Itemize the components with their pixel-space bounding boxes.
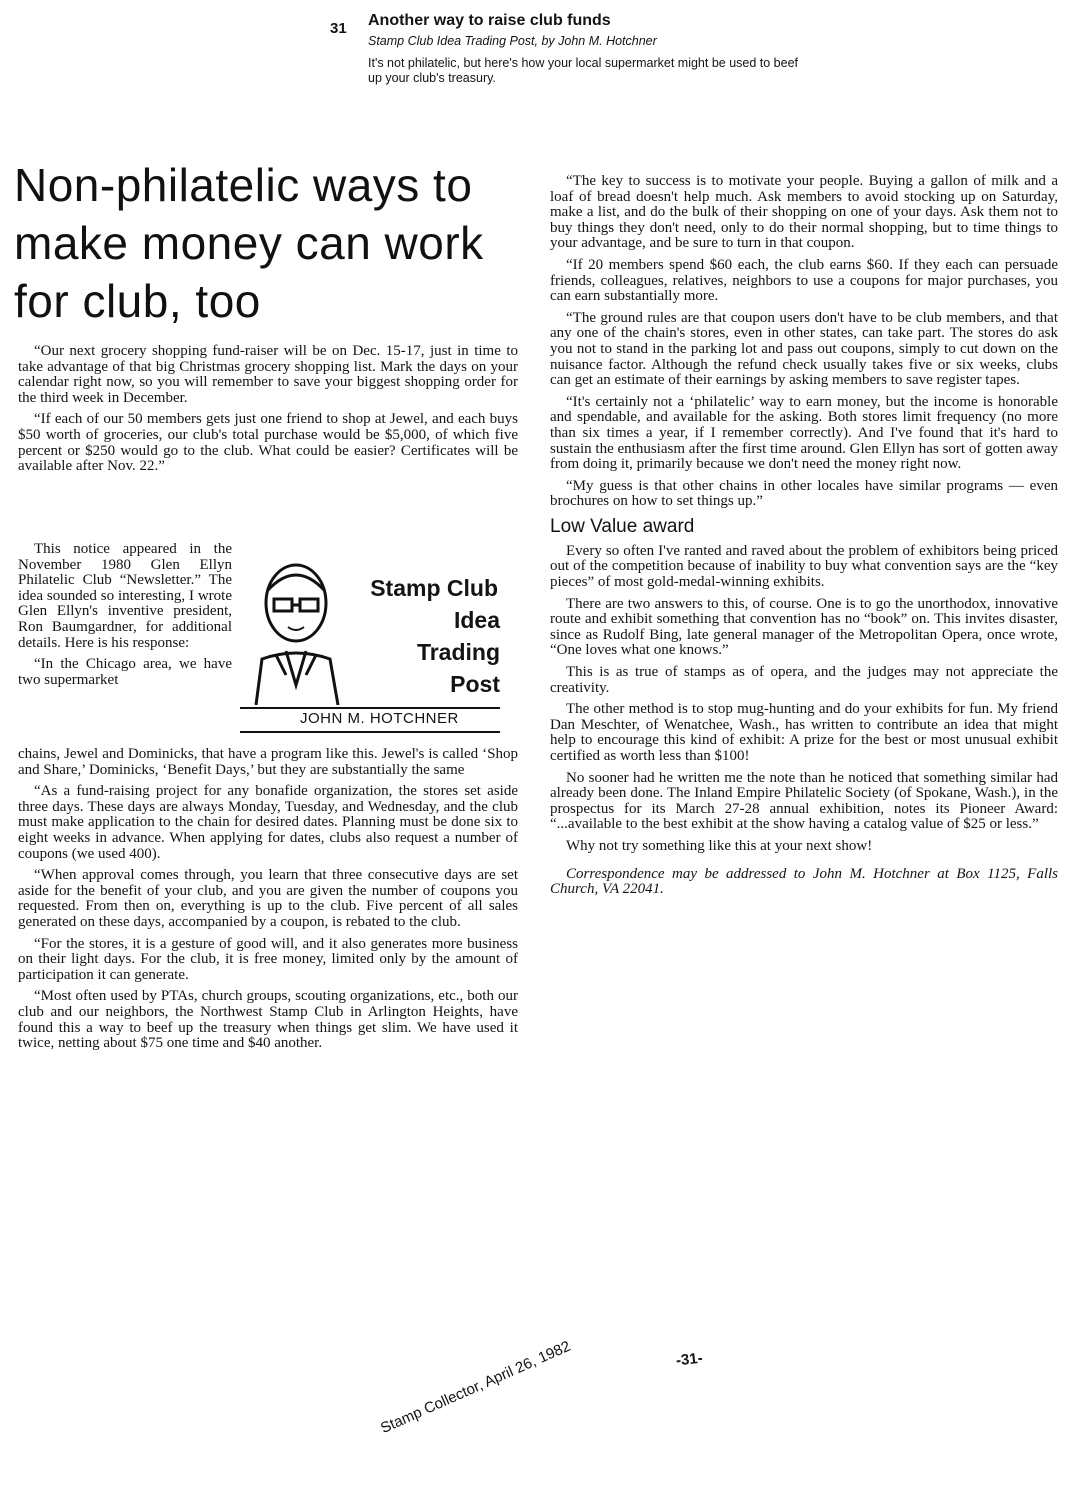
paragraph: No sooner had he written me the note than he noticed that something similar had already been done. The Inland Empire Philatelic Society (of Spokane, Wash.), in the prospectus for its March 27-28 annual exhibition, notes its Pioneer Award: “...available to the best exhibit at the show having a catalog value of $25 or less.” <box>550 769 1058 833</box>
paragraph: “The ground rules are that coupon users don't have to be club members, and that any one of the chain's stores, even in other states, can take part. The stores do ask you not to stand in the parking lot and pass out coupons, simply to cut down on the nuisance factor. Although the refund check usually takes five or six weeks, clubs can get an estimate of their earnings by asking members to save register tapes. <box>550 309 1058 389</box>
author-portrait-icon <box>246 555 346 705</box>
paragraph: “If each of our 50 members gets just one friend to shop at Jewel, and each buys $50 worth of groceries, our club's total purchase would be $5,000, of which five percent or $250 would go to the club. What could be easier? Certificates will be available after Nov. 22.” <box>18 411 518 475</box>
paragraph: “If 20 members spend $60 each, the club earns $60. If they each can persuade friends, colleagues, relatives, neighbors to use a coupons for major purchases, you can earn substantially more. <box>550 256 1058 305</box>
column-logo <box>240 555 510 740</box>
logo-line: Trading <box>416 639 500 665</box>
paragraph: Why not try something like this at your next show! <box>566 837 873 854</box>
divider <box>240 707 500 709</box>
divider <box>240 731 500 733</box>
logo-author: JOHN M. HOTCHNER <box>300 710 459 727</box>
paragraph: “My guess is that other chains in other locales have similar programs — even brochures on how to set things up.” <box>550 477 1058 510</box>
paragraph: “When approval comes through, you learn that three consecutive days are set aside for the benefit of your club, and you are given the number of coupons you requested. From then on, everything is up to the club. Five percent of all sales generated on these days, accompanied by a coupon, is rebated to the club. <box>18 867 518 930</box>
headline: Non-philatelic ways to make money can work for club, too <box>14 159 484 327</box>
header-description: It's not philatelic, but here's how your local supermarket might be used to beef up your club's treasury. <box>368 56 799 85</box>
correspondence-note: Correspondence may be addressed to John M. Hotchner at Box 1125, Falls Church, VA 22041. <box>550 865 1058 898</box>
left-column-top <box>18 344 518 481</box>
paragraph: “In the Chicago area, we have two supermarket <box>18 656 232 688</box>
paragraph: This notice appeared in the November 1980 Glen Ellyn Philatelic Club “Newsletter.” The idea sounded so interesting, I wrote Glen Ellyn's inventive president, Ron Baumgardner, for additional details. Here is his response: <box>18 541 232 651</box>
page-number: -31- <box>675 1349 704 1370</box>
paragraph: “Our next grocery shopping fund-raiser will be on Dec. 15-17, just in time to take advantage of that big Christmas grocery shopping list. Mark the days on your calendar right now, so you will remember to save your biggest shopping order for the third week in December. <box>18 343 518 406</box>
paragraph: There are two answers to this, of course. One is to go the unorthodox, innovative route and exhibit something that convention has no “book” on. This invites disaster, since as Rudolf Bing, late general manager of the Metropolitan Opera, once wrote, “One loves what one knows.” <box>550 595 1058 659</box>
header-byline: Stamp Club Idea Trading Post, by John M. Hotchner <box>368 34 657 48</box>
paragraph: “The key to success is to motivate your people. Buying a gallon of milk and a loaf of bread doesn't help much. Ask members to avoid stocking up on Saturday, make a list, and do the bulk of their shopping on one of your days. Ask them not to buy things they don't need, only to do their normal shopping, but to time things to your advantage, and be sure to turn in that coupon. <box>550 173 1058 252</box>
paragraph: This is as true of stamps as of opera, and the judges may not appreciate the creativity. <box>550 664 1058 696</box>
paragraph: Every so often I've ranted and raved about the problem of exhibitors being priced out of the competition because of inability to buy what convention says are the “key pieces” of most gold-medal-winning exhibits. <box>550 542 1058 591</box>
left-column-narrow <box>18 542 232 694</box>
right-column <box>550 174 1058 904</box>
header-title: Another way to raise club funds <box>368 12 611 29</box>
left-column-bottom <box>18 747 518 1058</box>
logo-line: Stamp Club <box>370 575 498 601</box>
paragraph: chains, Jewel and Dominicks, that have a program like this. Jewel's is called ‘Shop and Share,’ Dominicks, ‘Benefit Days,’ but they are substantially the same <box>18 746 518 778</box>
paragraph: “For the stores, it is a gesture of good will, and it also generates more business on their light days. For the club, it is free money, limited only by the amount of participation it can generate. <box>18 935 518 983</box>
section-subhead: Low Value award <box>550 515 695 537</box>
paragraph: “Most often used by PTAs, church groups, scouting organizations, etc., both our club and our neighbors, the Northwest Stamp Club in Arlington Heights, have found this a way to beef up the treasury when things get slim. We have used it twice, netting about $75 one time and $40 another. <box>18 988 518 1052</box>
paragraph: “As a fund-raising project for any bonafide organization, the stores set aside three days. These days are always Monday, Tuesday, and Wednesday, and the club must make application to the chain for desired dates. Planning must be done six to eight weeks in advance. When applying for dates, clubs also request a number of coupons (we used 400). <box>18 783 518 862</box>
source-note: Stamp Collector, April 26, 1982 <box>378 1337 574 1437</box>
paragraph: The other method is to stop mug-hunting and do your exhibits for fun. My friend Dan Meschter, of Wenatchee, Wash., has written to contribute an idea that might help to encourage this kind of exhibit: A prize for the best or most unusual exhibit certified as worth less than $100! <box>550 701 1058 764</box>
paragraph: “It's certainly not a ‘philatelic’ way to earn money, but the income is honorable and spendable, and available for the asking. Both stores limit frequency (no more than six times a year, if I remember correctly). And I've found that it's hard to sustain the enthusiasm after the first time around. Glen Ellyn has sort of gotten away from doing it, primarily because we don't need the money right now. <box>550 393 1058 473</box>
section-number: 31 <box>330 20 347 37</box>
logo-line: Idea <box>453 607 500 633</box>
logo-line: Post <box>450 671 500 697</box>
